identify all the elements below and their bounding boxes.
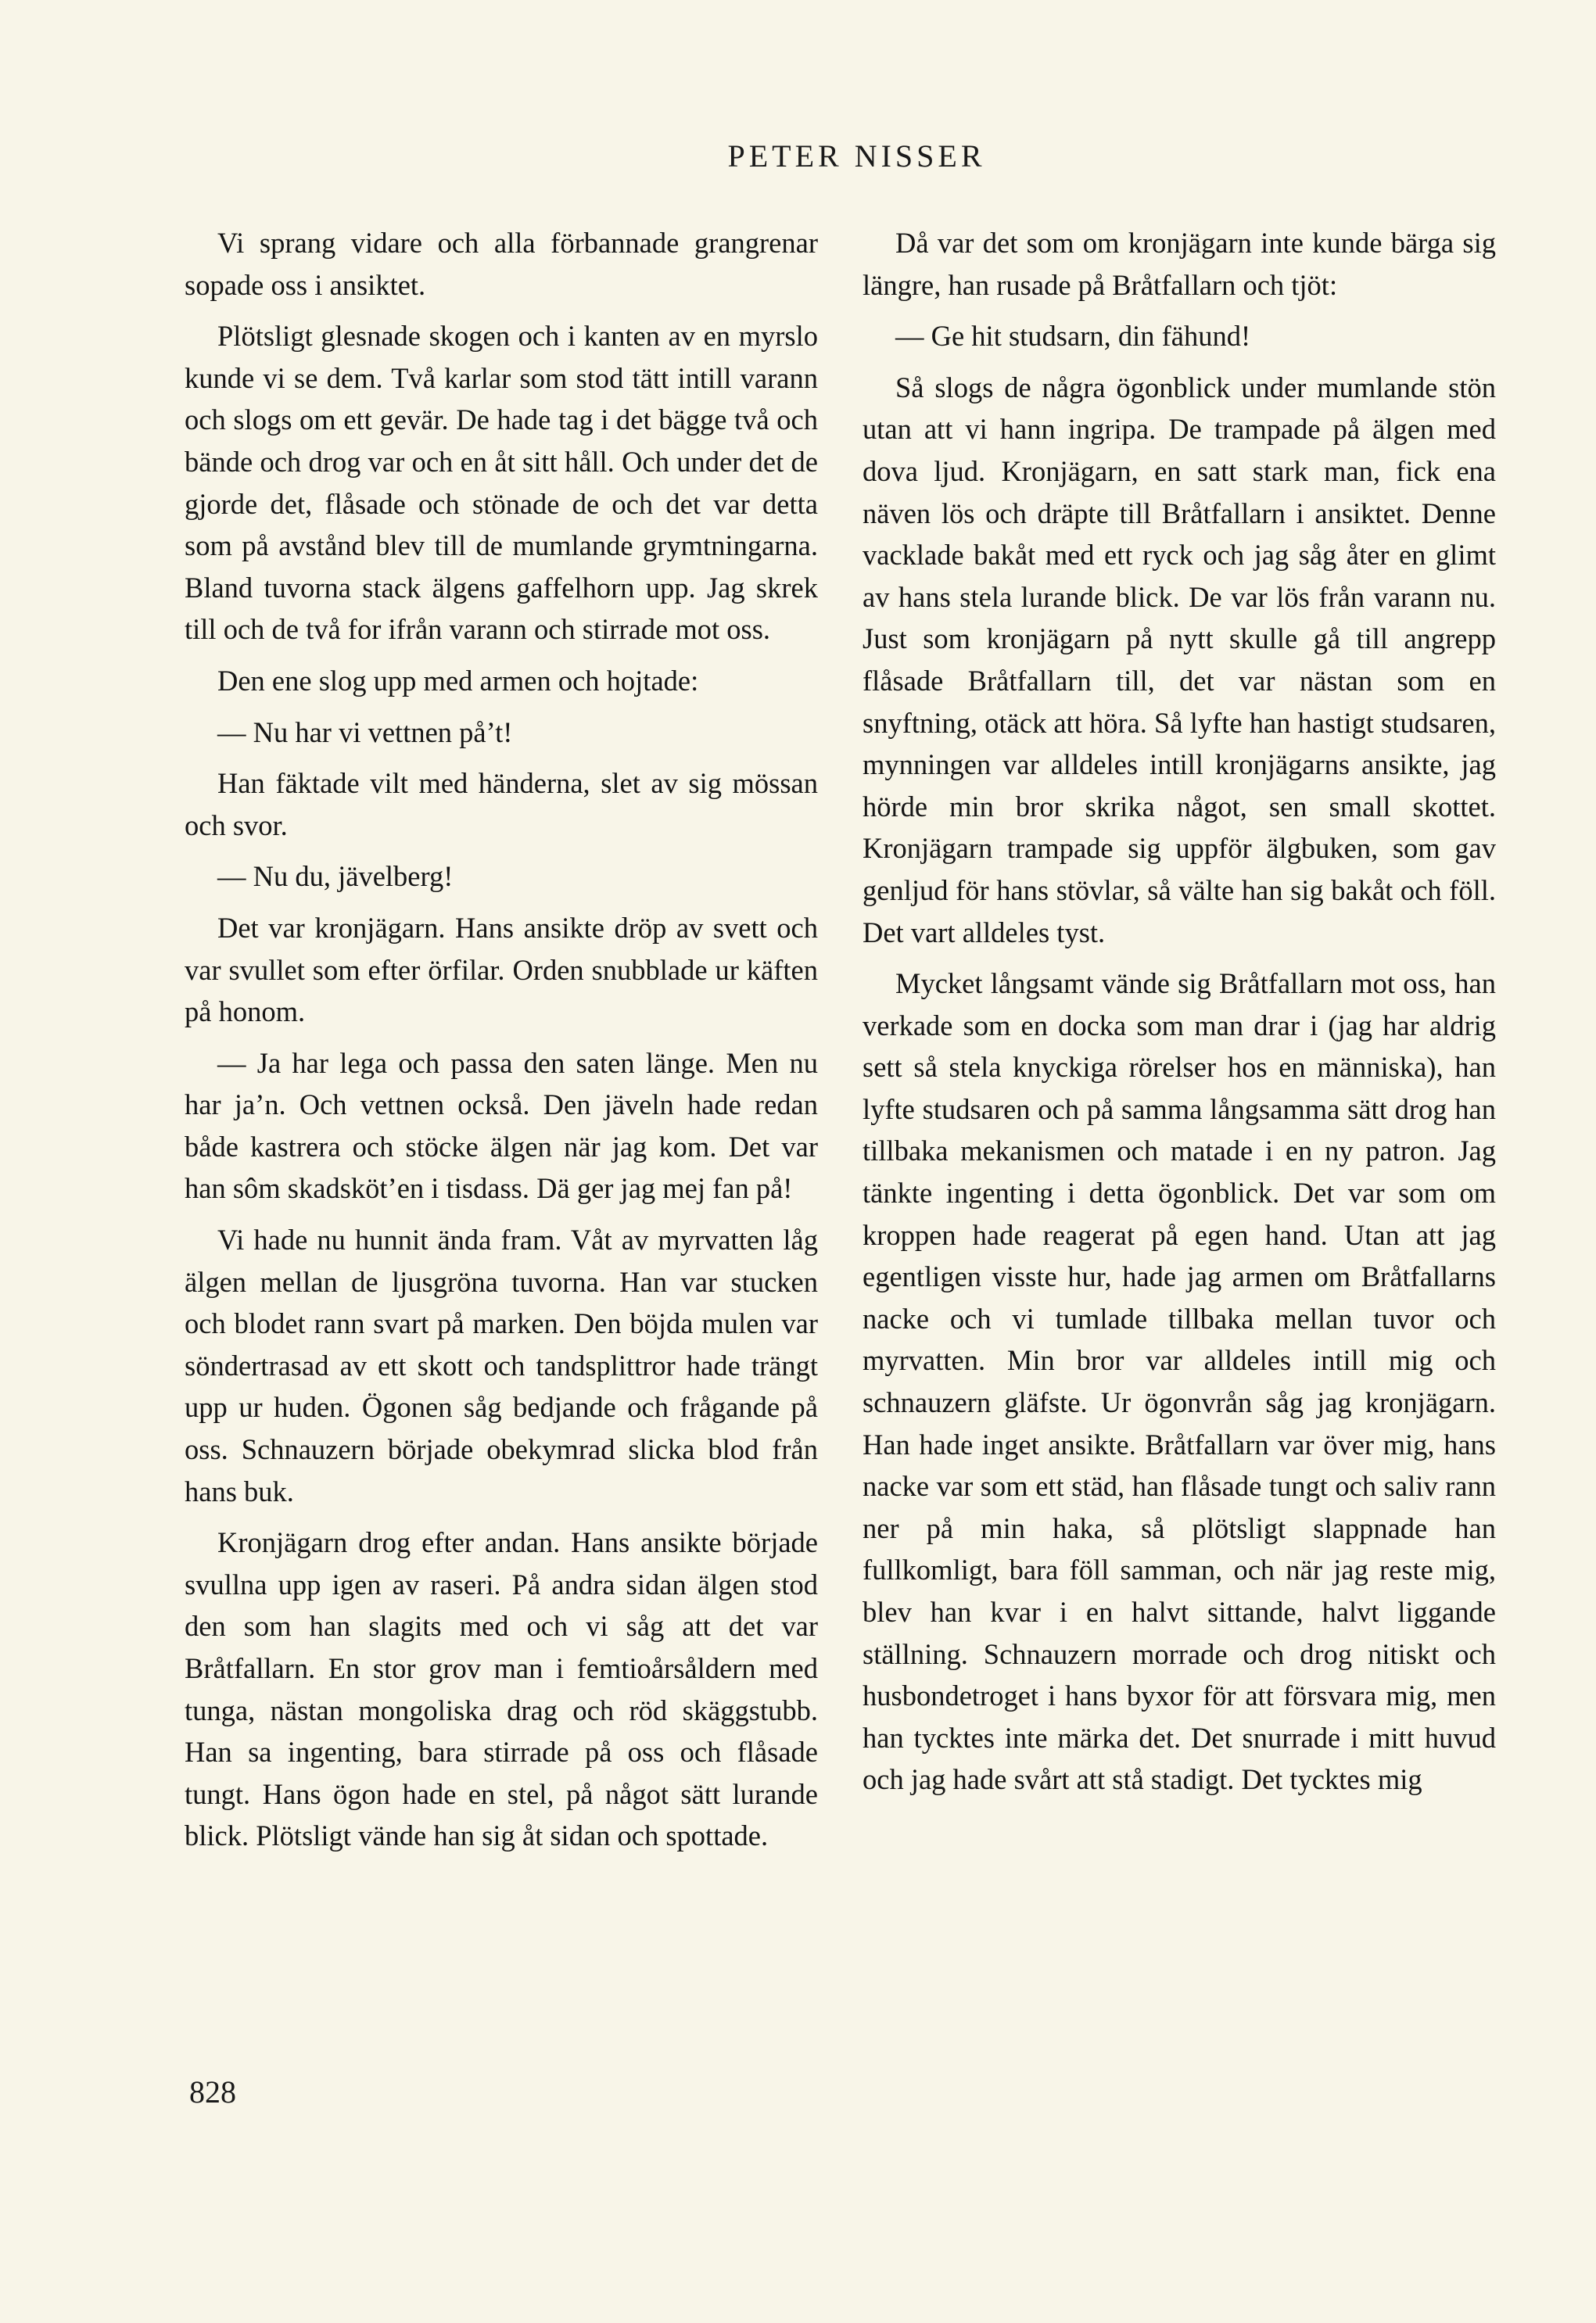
page-number: 828 (189, 2074, 236, 2110)
paragraph: Han fäktade vilt med händerna, slet av sig mössan och svor. (185, 767, 818, 841)
paragraph: — Ja har lega och passa den saten länge. Men nu har ja’n. Och vettnen också. Den jäveln hade redan både kastrera och stöcke älgen när jag kom. Det var han sôm skadsköt’en i tisdass. Dä ger jag mej fan på! (185, 1046, 818, 1205)
paragraph: Plötsligt glesnade skogen och i kanten av en myrslo kunde vi se dem. Två karlar som stod tätt intill varann och slogs om ett gevär. De hade tag i det bägge två och bände och drog var och en åt sitt håll. Och under det de gjorde det, flåsade och stönade de och det var detta som på avstånd blev till de mumlande grymtningarna. Bland tuvorna stack älgens gaffelhorn upp. Jag skrek till och de två for ifrån varann och stirrade mot oss. (185, 320, 818, 646)
paragraph: Vi sprang vidare och alla förbannade grangrenar sopade oss i ansiktet. (185, 227, 818, 301)
paragraph: Så slogs de några ögonblick under mumlande stön utan att vi hann ingripa. De trampade på älgen med dova ljud. Kronjägarn, en satt stark man, fick ena näven lös och dräpte till Bråtfallarn i ansiktet. Denne vacklade bakåt med ett ryck och jag såg åter en glimt av hans stela lurande blick. De var lös från varann nu. Just som kronjägarn på nytt skulle gå till angrepp flåsade Bråtfallarn till, det var nästan som en snyftning, otäck att höra. Så lyfte han hastigt studsaren, mynningen var alldeles intill kronjägarns ansikte, jag hörde min bror skrika något, sen small skottet. Kronjägarn trampade sig uppför älgbuken, som gav genljud för hans stövlar, så välte han sig bakåt och föll. Det vart alldeles tyst. (863, 371, 1496, 948)
paragraph: Den ene slog upp med armen och hojtade: (217, 664, 699, 697)
paragraph: Det var kronjägarn. Hans ansikte dröp av svett och var svullet som efter örfilar. Orden snubblade ur käften på honom. (185, 911, 818, 1028)
paragraph: — Nu har vi vettnen på’t! (217, 715, 513, 748)
paragraph: — Nu du, jävelberg! (217, 860, 454, 893)
running-head: PETER NISSER (727, 138, 986, 174)
paragraph: Kronjägarn drog efter andan. Hans ansikte började svullna upp igen av raseri. På andra sidan älgen stod den som han slagits med och vi såg att det var Bråtfallarn. En stor grov man i femtioårsåldern med tunga, nästan mongoliska drag och röd skäggstubb. Han sa ingenting, bara stirrade på oss och flåsade tungt. Hans ögon hade en stel, på något sätt lurande blick. Plötsligt vände han sig åt sidan och spottade. (185, 1526, 818, 1852)
right-column (863, 222, 1496, 1810)
paragraph: — Ge hit studsarn, din fähund! (895, 320, 1251, 353)
paragraph: Då var det som om kronjägarn inte kunde bärga sig längre, han rusade på Bråtfallarn och tjöt: (863, 227, 1496, 301)
left-column (185, 222, 818, 1866)
paragraph: Mycket långsamt vände sig Bråtfallarn mot oss, han verkade som en docka som man drar i (jag har aldrig sett så stela knyckiga rörelser hos en människa), han lyfte studsaren och på samma långsamma sätt drog han tillbaka mekanismen och matade i en ny patron. Jag tänkte ingenting i detta ögonblick. Det var som om kroppen hade reagerat på egen hand. Utan att jag egentligen visste hur, hade jag armen om Bråtfallarns nacke och vi tumlade tillbaka mellan tuvor och myrvatten. Min bror var alldeles intill mig och schnauzern gläfste. Ur ögonvrån såg jag kronjägarn. Han hade inget ansikte. Bråtfallarn var över mig, hans nacke var som ett städ, han flåsade tungt och saliv rann ner på min haka, så plötsligt slappnade han fullkomligt, bara föll samman, och när jag reste mig, blev han kvar i en halvt sittande, halvt liggande ställning. Schnauzern morrade och drog nitiskt och husbondetroget i hans byxor för att försvara mig, men han tycktes inte märka det. Det snurrade i mitt huvud och jag hade svårt att stå stadigt. Det tycktes mig (863, 967, 1496, 1796)
paragraph: Vi hade nu hunnit ända fram. Våt av myrvatten låg älgen mellan de ljusgröna tuvorna. Han var stucken och blodet rann svart på marken. Den böjda mulen var söndertrasad av ett skott och tandsplittror hade trängt upp ur huden. Ögonen såg bedjande och frågande på oss. Schnauzern började obekymrad slicka blod från hans buk. (185, 1224, 818, 1507)
